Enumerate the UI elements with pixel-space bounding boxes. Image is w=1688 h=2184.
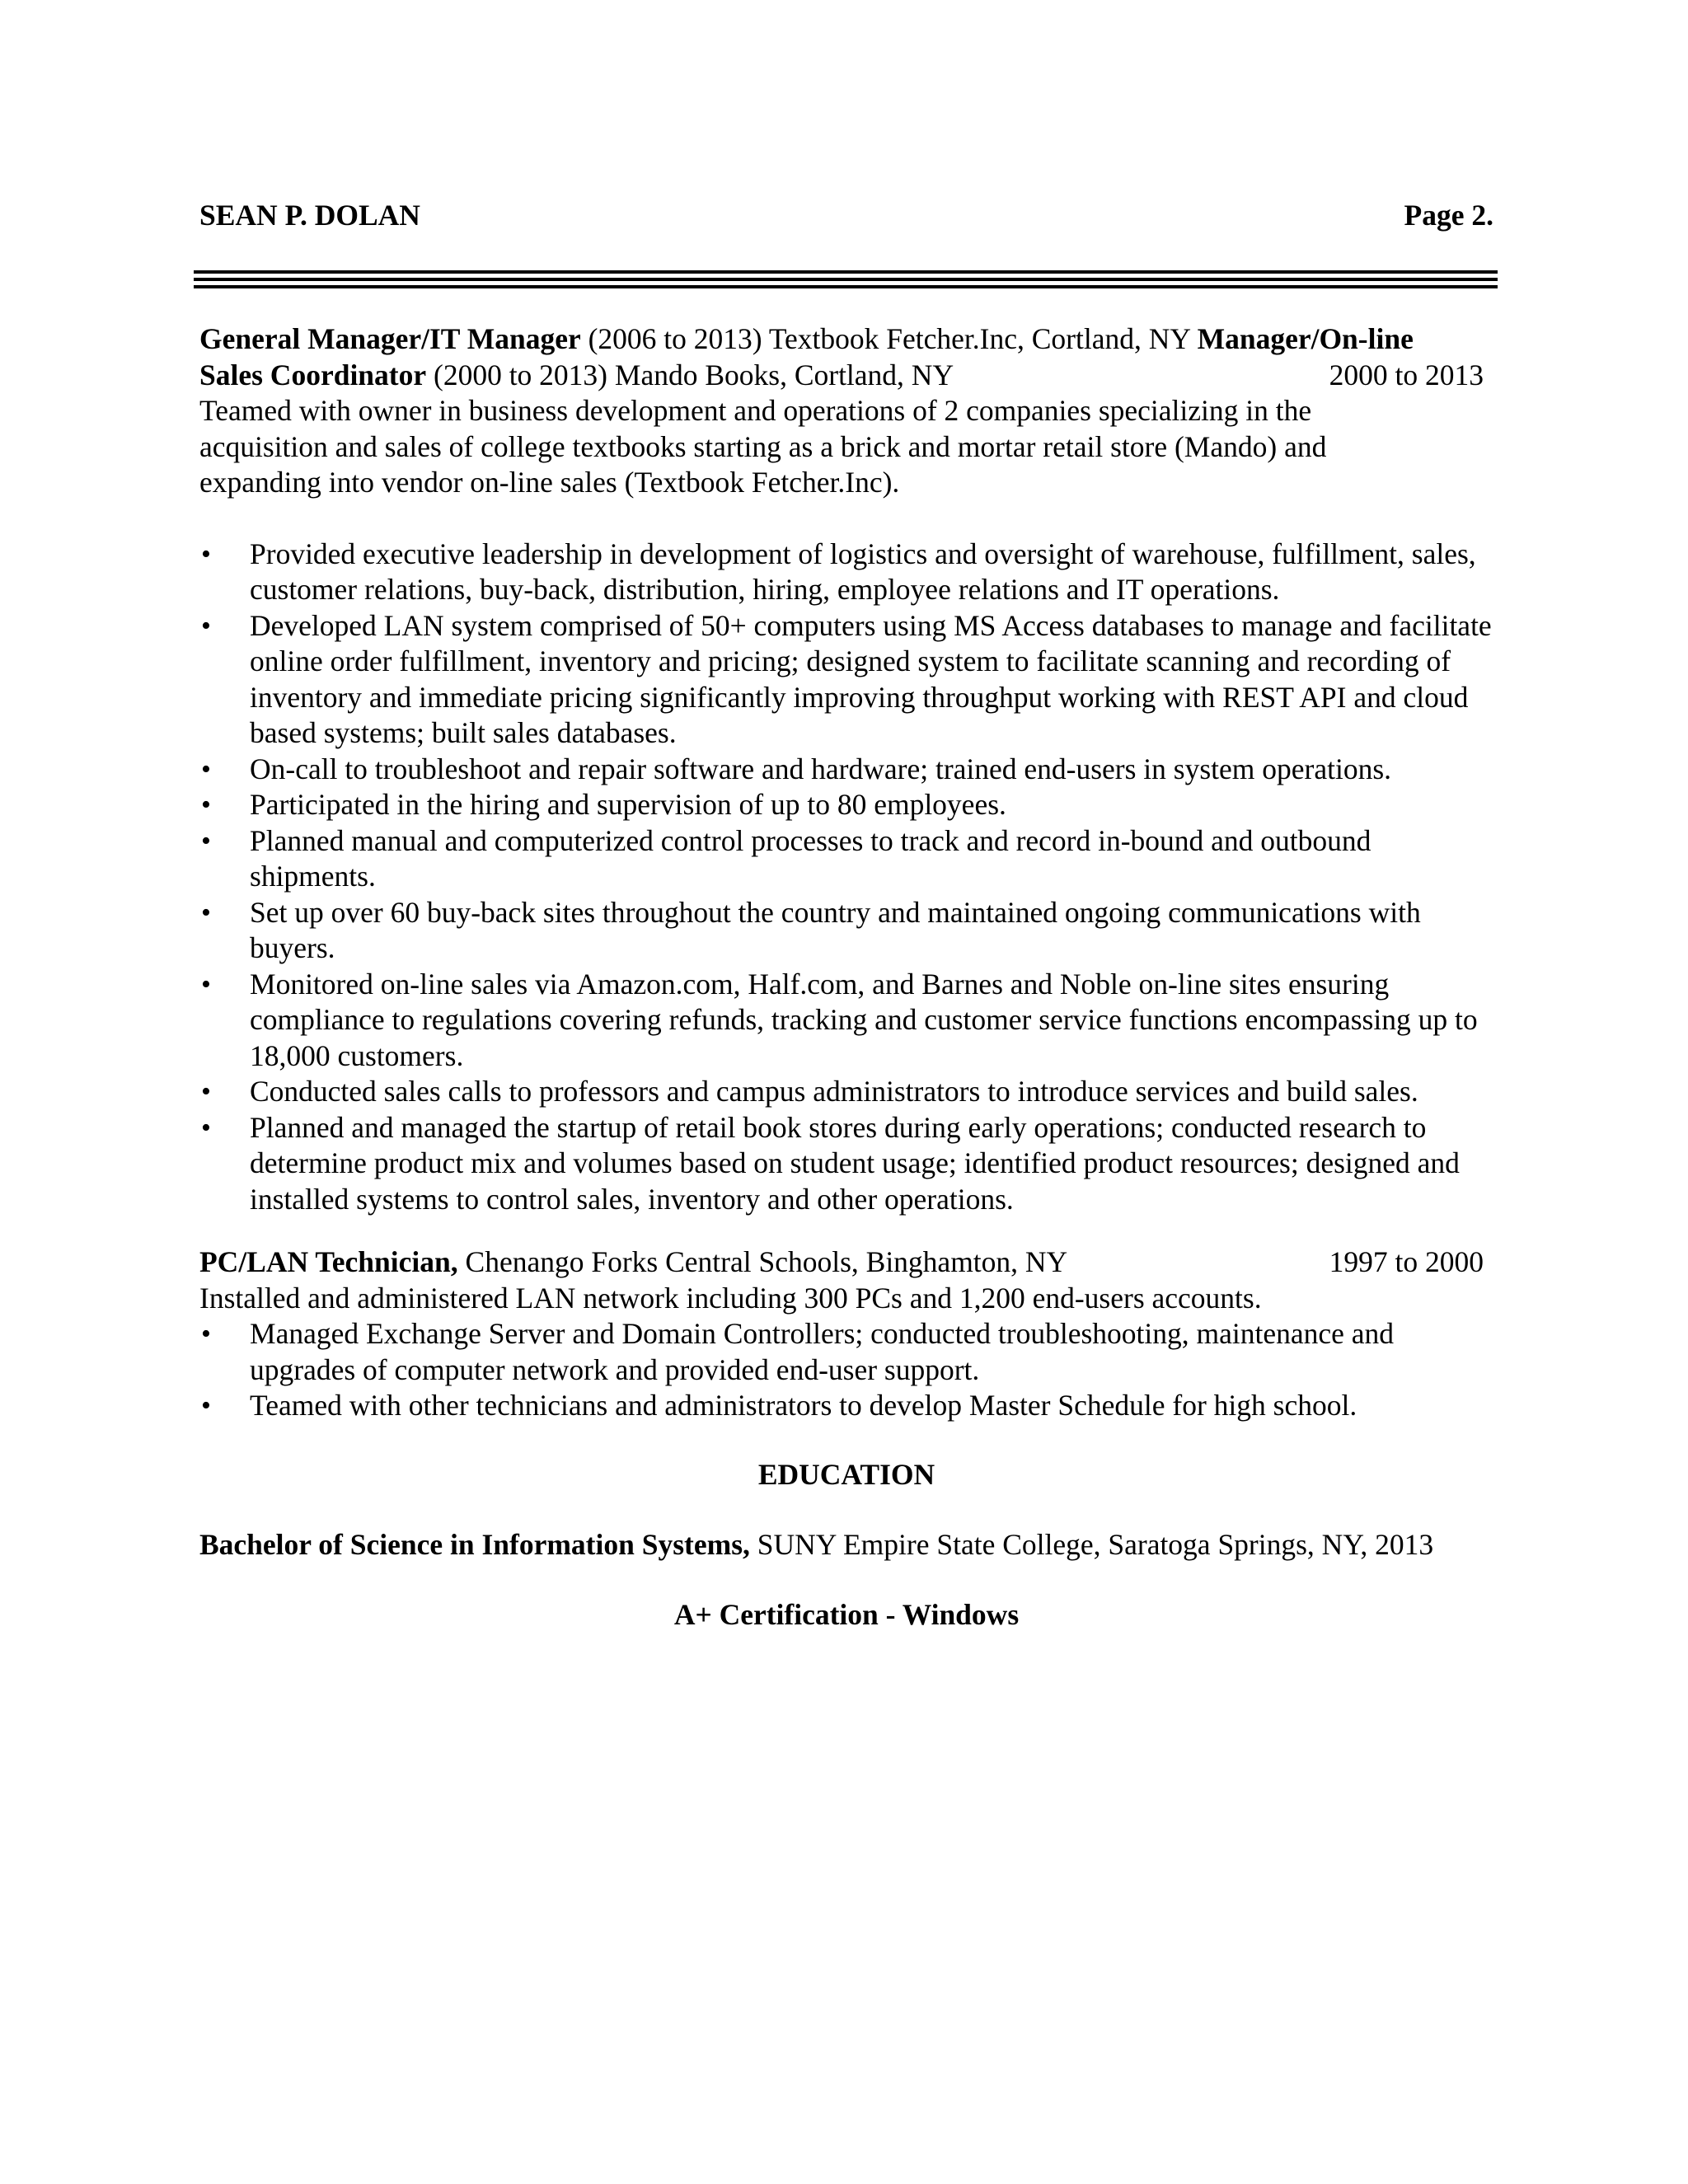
job-dates: 1997 to 2000 (1329, 1245, 1484, 1278)
school: SUNY Empire State College, Saratoga Springs, NY, 2013 (749, 1528, 1434, 1561)
job-general-manager (199, 321, 1493, 1217)
bullet-text: Planned manual and computerized control processes to track and record in-bound and outbound shipments. (250, 823, 1372, 893)
bullet-text: On-call to troubleshoot and repair software and hardware; trained end-users in system operations. (250, 752, 1392, 785)
candidate-name: SEAN P. DOLAN (199, 199, 420, 232)
bullet-text: Developed LAN system comprised of 50+ computers using MS Access databases to manage and facilitate online order fulfillment, inventory and pricing; designed system to facilitate scanning and recording of inventory and immediate pricing significantly improving throughput working with REST API and cloud based systems; built sales databases. (250, 608, 1492, 749)
job-bullet-list (199, 1316, 1493, 1424)
bullet-text: Set up over 60 buy-back sites throughout the country and maintained ongoing communications with buyers. (250, 895, 1421, 964)
job-dates: 2000 to 2013 (1329, 358, 1484, 391)
bullet-text: Provided executive leadership in development of logistics and oversight of warehouse, fulfillment, sales, customer relations, buy-back, distribution, hiring, employee relations and IT operations. (250, 537, 1476, 606)
job-title: General Manager/IT Manager (199, 322, 581, 355)
job-detail: Chenango Forks Central Schools, Binghamton, NY (457, 1245, 1068, 1278)
list-item (199, 1316, 1493, 1388)
list-item (199, 967, 1493, 1075)
bullet-icon: • (201, 1112, 211, 1143)
list-item (199, 608, 1493, 752)
bullet-icon: • (201, 1390, 211, 1421)
bullet-text: Teamed with other technicians and administrators to develop Master Schedule for high school. (250, 1389, 1357, 1422)
bullet-text: Managed Exchange Server and Domain Controllers; conducted troubleshooting, maintenance and upgrades of computer network and provided end-user support. (250, 1317, 1395, 1386)
degree: Bachelor of Science in Information Systems, (199, 1528, 750, 1561)
bullet-icon: • (201, 790, 211, 820)
list-item (199, 823, 1493, 895)
bullet-icon: • (201, 1319, 211, 1349)
list-item (199, 895, 1493, 967)
bullet-icon: • (201, 1076, 211, 1107)
page-header (199, 198, 1493, 233)
bullet-icon: • (201, 968, 211, 1000)
list-item (199, 1110, 1493, 1218)
list-item (199, 752, 1493, 788)
job-summary: Installed and administered LAN network including 300 PCs and 1,200 end-users accounts. (199, 1281, 1262, 1315)
bullet-icon: • (201, 825, 211, 856)
job-title-2-part2: Sales Coordinator (199, 358, 427, 391)
bullet-text: Conducted sales calls to professors and campus administrators to introduce services and build sales. (250, 1075, 1418, 1108)
list-item (199, 787, 1493, 823)
header-rule-1 (194, 270, 1498, 274)
certification: A+ Certification - Windows (673, 1598, 1020, 1631)
job-header-line-2 (199, 358, 1493, 394)
job-summary: Teamed with owner in business development and operations of 2 companies specializing in the acquisition and sales of college textbooks starting as a brick and mortar retail store (Mando) and expanding into vendor on-line sales (Textbook Fetcher.Inc). (199, 394, 1327, 499)
job-title: PC/LAN Technician, (199, 1245, 458, 1278)
bullet-icon: • (201, 538, 211, 569)
job-pc-lan-technician (199, 1244, 1493, 1424)
job-bullet-list (199, 537, 1493, 1218)
bullet-text: Monitored on-line sales via Amazon.com, Half.com, and Barnes and Noble on-line sites ensuring compliance to regulations covering refunds, tracking and customer service functions encompassing up to 18,000 customers. (250, 967, 1478, 1072)
job-header-line-1 (199, 321, 1493, 358)
list-item (199, 1388, 1493, 1424)
job-detail-2: (2000 to 2013) Mando Books, Cortland, NY (426, 358, 954, 391)
bullet-text: Planned and managed the startup of retail book stores during early operations; conducted research to determine product mix and volumes based on student usage; identified product resources; designed and installed systems to control sales, inventory and other operations. (250, 1110, 1460, 1216)
page-number: Page 2. (1404, 199, 1493, 232)
job-header-line (199, 1244, 1493, 1281)
header-rule-3 (194, 285, 1498, 288)
bullet-icon: • (201, 610, 211, 641)
bullet-icon: • (201, 897, 211, 928)
list-item (199, 1074, 1493, 1110)
job-detail: (2006 to 2013) Textbook Fetcher.Inc, Cortland, NY (580, 322, 1198, 355)
education-degree-line (199, 1527, 1493, 1563)
education-heading: EDUCATION (757, 1458, 935, 1491)
bullet-text: Participated in the hiring and supervision of up to 80 employees. (250, 788, 1006, 821)
job-title-2-part1: Manager/On-line (1197, 322, 1414, 355)
bullet-icon: • (201, 753, 211, 785)
header-rule-2 (194, 278, 1498, 281)
list-item (199, 537, 1493, 608)
